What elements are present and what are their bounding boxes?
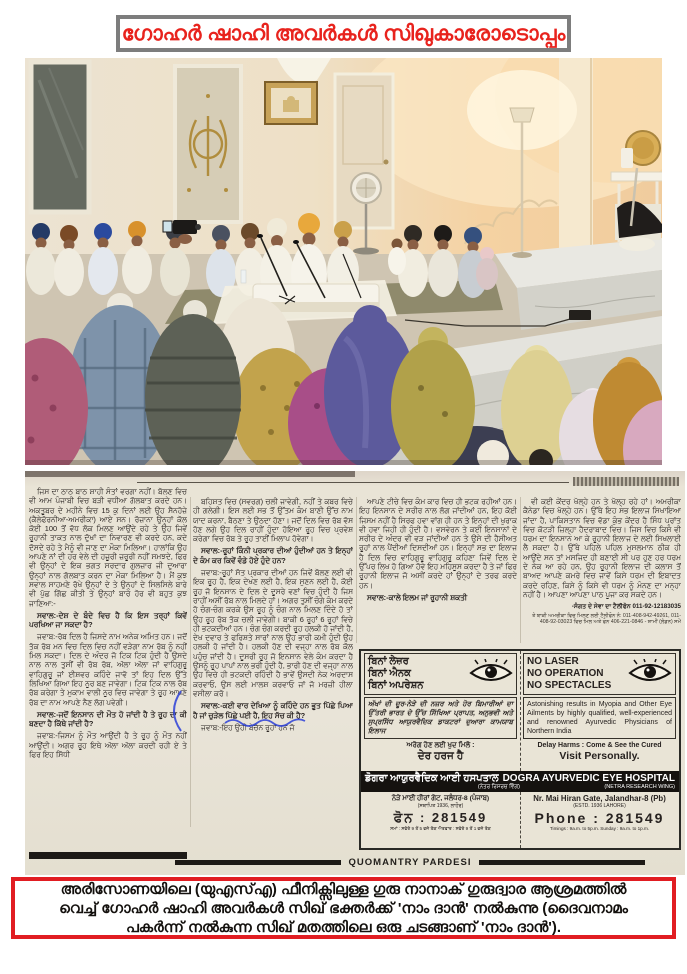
- ad-phone-pa: ਫੋਨ : 281549: [393, 810, 488, 825]
- ad-hospital-name-pa: ਡੋਗਰਾ ਆਯੁਰਵੈਦਿਕ ਆਈ ਹਸਪਤਾਲ: [365, 773, 499, 784]
- article-paragraph: ਵੀ ਕਈ ਕੇਂਦਰ ਖੋਲ੍ਹੇ ਹਨ ਤੇ ਖੋਲ੍ਹ ਰਹੇ ਹਾਂ। ਅਮਰੀਕਾ ਕੈਨੇਡਾ ਵਿਚ ਖੋਲ੍ਹੇ ਹਨ। ਉੱਥੇ ਇਹ ਸਭ ਇਲਾਜ ਸਿਖਾਇਆ ਜਾਂਦਾ ਹੈ, ਪਾਕਿਸਤਾਨ ਵਿਚ ਵੱਡਾ ਕੁੰਭ ਕੇਂਦਰ ਹੈ ਸਿੰਧ ਪ੍ਰਾਂਤ ਵਿਚ ਕੋਟੜੀ ਜ਼ਿਲ੍ਹਾ ਹੈਦਰਾਬਾਦ ਵਿਚ। ਜਿਸ ਵਿਚ ਕਿਸੇ ਵੀ ਧਰਮ ਦਾ ਇਨਸਾਨ ਆ ਕੇ ਰੂਹਾਨੀ ਇਲਾਜ ਦੇ ਲਈ ਸਿਖਲਾਈ ਲੈ ਸਕਦਾ ਹੈ। ਉੱਥੇ ਪਹਿਲੇ ਪਹਿਲ ਮੁਸਲਮਾਨ ਠੀਕ ਹੀ ਆਉਂਦੇ ਸਨ ਤਾਂ ਮਸਜਿਦ ਹੀ ਬਣਾਈ ਸੀ ਪਰ ਹੁਣ ਹਰ ਧਰਮ ਦੇ ਨੇਕ ਆ ਰਹੇ ਹਨ, ਉਹ ਰੂਹਾਨੀ ਇਲਾਜ ਦੀ ਕਲਾਸ ਤੋਂ ਬਾਅਦ ਆਪਣੇ ਕਮਰੇ ਵਿਚ ਜਾਵੇਂ ਕਿਸੇ ਧਰਮ ਦੀ ਇਬਾਦਤ ਕਰਦੇ ਰਹਿਣ, ਕਿਸੇ ਨੂੰ ਕਿਸੇ ਵੀ ਧਰਮ ਨੂੰ ਮੰਨਣ ਦਾ ਮਨ੍ਹਾ ਨਹੀਂ ਹੈ। ਆਪਣਾ ਆਪਣਾ ਪਾਠ ਪੂਜਾ ਕਰ ਸਕਦੇ ਹਨ।: [523, 497, 681, 599]
- column-divider: [520, 497, 521, 643]
- caption-box: [11, 877, 676, 939]
- article-fineprint: ਤੇ ਬਾਕੀ ਅਮਰੀਕਾ ਵਿਚ ਮਿਲਣ ਲਈ ਟੈਲੀਫੋਨ ਨੰ: 011-408-942-49261, 011-408-92-03023 ਵਿਚ ਮਿਲ ਅਤੇ ਫੋਨ 406-221-0846 - ਸ਼ਾਮੀਂ (ਲੰਡਨ) ਸਮੇਂ: [532, 612, 681, 626]
- ad-visit-en-1: Delay Harms : Come & See the Cured: [537, 742, 662, 749]
- header-rule: [137, 482, 569, 483]
- ad-english-side: [520, 651, 679, 771]
- column-divider: [190, 497, 191, 827]
- article-question: ਸਵਾਲ:-ਰੂਹਾਂ ਕਿੰਨੀ ਪ੍ਰਕਾਰ ਦੀਆਂ ਹੁੰਦੀਆਂ ਹਨ ਤੇ ਇਨ੍ਹਾਂ ਦੇ ਕੰਮ ਕਰ ਕਿਵੇਂ ਵੰਡੇ ਹੋਏ ਹੁੰਦੇ ਹਨ?: [193, 546, 353, 565]
- door: [335, 74, 393, 228]
- ad-address-line-pa: ਨੇੜੇ ਮਾਈ ਹੀਰਾਂ ਗੇਟ, ਜਲੰਧਰ-8 (ਪੰਜਾਬ): [391, 795, 490, 802]
- article-paragraph: ਆਪਣੇ ਟੀਚੇ ਵਿਚ ਕੰਮ ਕਾਰ ਵਿਚ ਹੀ ਭਟਕ ਰਹੀਆਂ ਹਨ। ਇਹ ਇਨਸਾਨ ਦੇ ਸਰੀਰ ਨਾਲ ਲੱਗ ਜਾਂਦੀਆਂ ਹਨ, ਇਹ ਕੋਈ ਜਿਸਮ ਨਹੀਂ ਹੈ ਸਿਰਫ ਹਵਾ ਵਾਂਗ ਹੀ ਹਨ ਤੇ ਇਨ੍ਹਾਂ ਦੀ ਖੁਰਾਕ ਵੀ ਹਵਾ ਜਿਹੀ ਹੀ ਹੁੰਦੀ ਹੈ। ਵਸਵੇਰਨ ਤੇ ਕਈ ਇਨਸਾਨਾਂ ਦੇ ਸਰੀਰ ਦੇ ਅੰਦਰ ਵੀ ਵੜ ਜਾਂਦੀਆਂ ਹਨ ਤੇ ਉਸੇ ਦੀ ਹੈਸੀਅਤ ਰੂਹਾਂ ਨਾਲ ਪੈਂਦੀਆਂ ਦਿਸਦੀਆਂ ਹਨ। ਇਨ੍ਹਾਂ ਸਭ ਦਾ ਇਲਾਜ ਹੈ ਦਿਲ ਵਿਚ ਵਾਹਿਗੁਰੂ ਵਾਹਿਗੁਰੂ ਕਹਿਣਾ ਜਿਵੇਂ ਦਿਲ ਦੇ ਉੱਪਰ ਲਿਖ ਹੋ ਗਿਆ ਹੋਵੇ ਇਹ ਮਹਿਸੂਸ ਕਰਦਾ ਹੈ ਤੇ ਜਾਂ ਫਿਰ ਰੂਹਾਨੀ ਇਲਾਜ ਜੋ ਅਸੀਂ ਕਰਦੇ ਹਾਂ ਉਨ੍ਹਾਂ ਦੇ ਤਰਫ ਕਰਦੇ ਹਨ।: [359, 497, 517, 590]
- newspaper-name: QUOMANTRY PARDESI: [348, 857, 472, 868]
- article-question: ਸਵਾਲ:-ਜਦੋਂ ਇਨਸਾਨ ਦੀ ਮੌਤ ਹੋ ਜਾਂਦੀ ਹੈ ਤੇ ਰੂਹ ਦਾ ਕੀ ਬਣਦਾ ਹੈ ਕਿੱਥੇ ਜਾਂਦੀ ਹੈ?: [29, 709, 187, 729]
- article-signature: -ਸੰਗਤ ਦੇ ਸੇਵਾ ਦਾ ਟੈਲੀਫੋਨ 011-92-12183035: [571, 603, 681, 611]
- ad-body-pa: ਅੱਖਾਂ ਦੀ ਦੂਰ-ਨੇੜੇ ਦੀ ਨਜ਼ਰ ਅਤੇ ਹੋਰ ਬਿਮਾਰੀਆਂ ਦਾ ਉੱਤਰੀ ਭਾਰਤ ਦੇ ਉੱਚ ਸਿੱਖਿਆ ਪ੍ਰਾਪਤ, ਅਨੁਭਵੀ ਅਤੇ ਸੁਪ੍ਰਸਿੱਧ ਆਯੁਰਵੈਦਿਕ ਡਾਕਟਰਾਂ ਦੁਆਰਾ ਕਾਮਯਾਬ ਇਲਾਜ: [364, 697, 517, 739]
- ad-headline-pa: ਬਿਨਾਂ ਐਨਕ: [368, 668, 411, 679]
- photo-bottom-shadow: [25, 460, 662, 465]
- ad-headline-en: NO SPECTACLES: [527, 680, 612, 691]
- ad-address-line-en: Nr. Mai Hiran Gate, Jalandhar-8 (Pb): [533, 794, 666, 803]
- article-answer: ਜਵਾਬ:-ਜਿਸਮ ਨੂੰ ਮੌਤ ਆਉਂਦੀ ਹੈ ਤੇ ਰੂਹ ਨੂੰ ਮੌਤ ਨਹੀਂ ਆਉਂਦੀ। ਅਗਰ ਰੂਹ ਇਥੇ ਅੱਲਾ ਅੱਲਾ ਕਰਦੀ ਰਹੀ ਏ ਤੇ ਫਿਰ ਇਹ ਸਿੱਧੀ: [29, 731, 187, 760]
- article-column-1: [29, 487, 187, 851]
- ad-headline-en: NO OPERATION: [527, 668, 604, 679]
- ad-hospital-name-en: DOGRA AYURVEDIC EYE HOSPITAL: [502, 773, 675, 784]
- article-column-4: [523, 497, 681, 647]
- ad-estd-pa: (ਸਥਾਪਿਤ 1936, ਲਾਹੌਰ): [417, 803, 464, 809]
- scan-shadow: [25, 471, 355, 477]
- ad-timings-pa: ਸਮਾਂ : ਸਵੇਰੇ 9 ਤੋਂ 5 ਵਜੇ ਤੱਕ ਐਤਵਾਰ : ਸਵੇਰੇ 9 ਤੋਂ 1 ਵਜੇ ਤੱਕ: [390, 826, 491, 831]
- ad-punjabi-side: [361, 651, 520, 771]
- page-title: ഗോഹർ ഷാഹി അവർകൾ സിഖുകാരോടൊപ്പം: [121, 21, 566, 45]
- eye-icon: [468, 659, 514, 685]
- framed-picture: [265, 82, 317, 124]
- article-question: ਸਵਾਲ:-ਦੇਸ਼ ਦੇ ਬੰਦੇ ਵਿਚ ਹੈ ਕਿ ਇਸ ਤਰ੍ਹਾਂ ਕਿਵੇਂ ਪਰਖਿਆ ਜਾ ਸਕਦਾ ਹੈ?: [29, 610, 187, 630]
- footer-bar: [175, 860, 341, 865]
- ad-divider: [520, 651, 521, 771]
- ad-visit-pa-1: ਅਰੋਗ ਹੋਣ ਲਈ ਖੁਦ ਮਿਲੋ :: [406, 742, 475, 749]
- caption-line: അരിസോണയിലെ (യുഎസ്എ) ഫീനിക്സിലുള്ള ഗുരു നാനാക് ഗുരുദ്വാര ആശ്രമത്തിൽ: [60, 880, 627, 898]
- ad-headline-en: NO LASER: [527, 656, 579, 667]
- header-microtext: [573, 477, 679, 486]
- ad-headline-pa: ਬਿਨਾਂ ਅਪਰੇਸ਼ਨ: [368, 680, 424, 691]
- ad-estd-en: (ESTD. 1936 LAHORE): [573, 803, 626, 809]
- eye-hospital-ad: [359, 649, 681, 850]
- window-left: [31, 62, 89, 212]
- ad-address-en: [520, 792, 679, 848]
- photo-gurdwara-gathering: [25, 58, 662, 465]
- article-answer: ਜਵਾਬ:-ਇਹ ਉਹੀ ਬੇਚੈਨ ਰੂਹਾਂ ਹਨ ਜੋ: [201, 722, 295, 732]
- article-answer: ਜਵਾਬ:-ਰੂਹਾਂ ਸੱਤ ਪ੍ਰਕਾਰ ਦੀਆਂ ਹਨ ਜਿਵੇਂ ਬੋਲਣ ਲਈ ਵੀ ਇਕ ਰੂਹ ਹੈ, ਇਕ ਦੇਖਣ ਲਈ ਹੈ, ਇਕ ਸੁਣਨ ਲਈ ਹੈ, ਕੋਈ ਰੂਹ ਜੋ ਇਨਸਾਨ ਦੇ ਦਿਲ ਦੇ ਦੂਸਰੇ ਵਣਾਂ ਵਿਚ ਹੁੰਦੀ ਹੈ ਜਿਸ ਰਾਹੀਂ ਅਸੀਂ ਰੱਬ ਨਾਲ ਮਿਲਦੇ ਹਾਂ। ਅਗਰ ਤੁਸੀਂ ਚੰਗੇ ਕੰਮ ਕਰਦੇ ਹੋ ਚੰਗ-ਚੰਗ ਕਰਕੇ ਉਸ ਰੂਹ ਨੂੰ ਚੰਗ ਨਾਲ ਮਿਲਣ ਦਿੰਦੇ ਹੋ ਤਾਂ ਉਹ ਰੂਹ ਰੱਬ ਤੱਕ ਚਲੀ ਜਾਵੇਗੀ। ਬਾਕੀ 6 ਰੂਹਾਂ 6 ਰੂਹਾਂ ਵਿਚੇ ਹੀ ਭਟਕਦੀਆਂ ਹਨ। ਚੰਗ ਚੰਗ ਕਰਦੀ ਰੂਹ ਹਲਕੀ ਹੋ ਜਾਂਦੀ ਹੈ, ਦੇਖ ਦਵਾਰ ਤੇ ਫਰਿਸ਼ਤੇ ਸਾਰਾਂ ਨਾਲ ਉਹ ਭਾਰੀ ਕਮੀ ਹੁੰਦੀ ਉਹ ਹਲਕੀ ਹੋ ਜਾਂਦੀ ਹੈ। ਹਲਕੀ ਹੋਣ ਦੀ ਵਜ੍ਹਾ ਨਾਲ ਰੱਬ ਕੋਲ ਪਹੁੰਚ ਜਾਂਦੀ ਹੈ। ਦੂਸਰੀ ਰੂਹ ਜੋ ਇਨਸਾਨ ਵੇਲੇ ਕੰਮ ਕਰਦਾ ਹੈ ਉਸਨੂੰ ਰੂਹ ਪਾਪਾਂ ਨਾਲ ਭਰੀ ਹੁੰਦੀ ਹੈ, ਭਾਰੀ ਹੋਣ ਦੀ ਵਜ੍ਹਾ ਨਾਲ ਉਹ ਵਿਚੇ ਹੀ ਭਟਕਦੀ ਰਹਿੰਦੀ ਹੈ ਭਾਵੇਂ ਉਸਦੀ ਨੇਕ ਅਰਦਾਸ ਕਰਵਾਓ, ਉਸ ਲਈ ਮਾਲਸ਼ ਕਰਵਾਓ ਜਾਂ ਜੋ ਮਰਜ਼ੀ ਹੀਲਾ ਵਸੀਲਾ ਕਰੋ।: [193, 568, 353, 698]
- newspaper-clipping: [25, 471, 685, 875]
- ad-address-pa: [361, 792, 520, 848]
- caption-line: പകർന്ന് നൽകുന്ന സിഖ് മതത്തിലെ ഒരു ചടങ്ങാണ് 'നാം ദാൻ').: [125, 918, 562, 936]
- eye-icon: [627, 659, 673, 685]
- article-column-3: [359, 497, 517, 647]
- ad-hospital-banner: [361, 771, 679, 792]
- article-question: ਸਵਾਲ:-ਕਾਲੇ ਇਲਮ ਜਾਂ ਰੂਹਾਨੀ ਸ਼ਕਤੀ: [367, 592, 468, 602]
- ad-wing-en: (NETRA RESEARCH WING): [604, 784, 675, 790]
- article-question: ਸਵਾਲ:-ਕਈ ਵਾਰ ਦੇਖਿਆ ਨੂੰ ਕਹਿੰਦੇ ਹਨ ਭੂਤ ਪਿੱਛੇ ਪਿਆ ਹੈ ਜਾਂ ਚੁੜੇਲ ਪਿੱਛੇ ਪਈ ਹੈ, ਇਹ ਸੱਚ ਕੀ ਹੈ?: [193, 701, 353, 720]
- caption-line: വെച്ച് ഗോഹർ ഷാഹി അവർകൾ സിഖ് ഭക്തർക്ക് 'നാം ദാൻ' നൽകുന്നു (ദൈവനാമം: [59, 899, 628, 917]
- ad-visit-en-2: Visit Personally.: [559, 750, 640, 762]
- ad-wing-pa: (ਨੇਤਰ ਰਿਸਰਚ ਵਿੰਗ): [477, 784, 520, 790]
- ad-timings-en: Timings : 9a.m. to 5p.m. Sunday : 9a.m. to 1p.m.: [549, 826, 650, 831]
- ad-body-en: Astonishing results in Myopia and Other Eye Ailments by highly qualified, well-experienced and renowned Ayurvedic Physicians of Northern India: [523, 697, 676, 739]
- ad-phone-en: Phone : 281549: [534, 810, 665, 826]
- ad-divider: [520, 792, 521, 848]
- ad-visit-pa-2: ਦੇਰ ਹਰਜ ਹੈ: [417, 750, 464, 762]
- article-paragraph: ਬਹਿਸ਼ਤ ਵਿਚ (ਸਵਰਗ) ਚਲੀ ਜਾਵੇਗੀ, ਨਹੀਂ ਤੇ ਕਬਰ ਵਿਚੇ ਹੀ ਗਲੇਗੀ। ਇਸ ਲਈ ਸਭ ਤੋਂ ਉੱਤਮ ਕੰਮ ਬਾਣੀ ਉੱਚ ਨਾਮ ਯਾਦ ਕਰਨਾ, ਬੈਠਣਾ ਤੇ ਉਠਦਾ ਹੋਣਾ। ਜਦੋਂ ਦਿਲ ਵਿਚ ਰੱਬ ਵੱਸ ਹੋਣ ਲਗੇ ਉਹ ਦਿਲ ਰਾਹੀਂ ਹੁੰਦਾ ਹੋਇਆ ਰੂਹ ਵਿਚ ਪ੍ਰਵੇਸ਼ ਕਰੇਗਾ ਵਿਚ ਰੱਬ ਤੇ ਰੂਹ ਤਾਈਂ ਮਿਲਾਪ ਹੋਵੇਗਾ।: [193, 497, 353, 544]
- article-answer: ਜਵਾਬ:-ਰੱਬ ਦਿਲ ਹੈ ਜਿਸਦੇ ਨਾਮ ਅਨੇਕ ਅਮਿਤ ਹਨ। ਜਦੋਂ ਤੱਕ ਰੱਬ ਮਨ ਵਿਚ ਦਿਲ ਵਿਚ ਨਹੀਂ ਵੜੇਗਾ ਨਾਮ ਰੱਬ ਨੂੰ ਨਹੀਂ ਮਿਲ ਸਕਦਾ। ਦਿਲ ਦੇ ਅੰਦਰ ਜੋ ਟਿਕ ਟਿਕ ਹੁੰਦੀ ਹੈ ਉਸਦੇ ਨਾਲ ਨਾਲ ਤੁਸੀਂ ਵੀ ਰੱਬ ਰੱਬ, ਅੱਲਾ ਅੱਲਾ ਜਾਂ ਵਾਹਿਗੁਰੂ ਵਾਹਿਗੁਰੂ ਜਾਂ ਈਸ਼ਵਰ ਕਹਿੰਦੇ ਜਾਵੋ ਤਾਂ ਇਹ ਦਿਲ ਉੱਤੇ ਲਿਖਿਆ ਗਿਆ ਇਹ ਨੂਰ ਬਣ ਜਾਵੇਗਾ। ਟਿਕ ਟਿਕ ਨਾਲ ਰੱਬ ਰੱਬ ਕਰੇਗਾ ਤੇ ਮੁਕਾਮ ਵਾਲੀ ਨੂਰ ਵਿਚ ਜਾਵੇਗਾ ਤੇ ਰੂਹ ਆਪਣੇ ਰੱਬ ਦਾ ਨਾਮ ਆਪਣੇ ਨੈਣ ਲੱਗ ਪਵੇਗੀ।: [29, 632, 187, 707]
- footer-bar: [479, 860, 645, 865]
- column-divider: [356, 497, 357, 643]
- article-column-2: [193, 497, 353, 853]
- newspaper-footer: [25, 857, 685, 868]
- khanda-etched-glass: [175, 66, 241, 222]
- article-paragraph: ਜਿਸ ਦਾ ਠਾਠ ਬਾਠ ਸ਼ਾਹੀ ਸੰਤਾਂ ਵਰਗਾ ਨਹੀਂ। ਬੋਲਣ ਵਿਚ ਵੀ ਆਮ ਪੰਜਾਬੀ ਵਿਚ ਬੜੀ ਵਧੀਆ ਗੱਲਬਾਤ ਕਰਦੇ ਹਨ। ਅਕਤੂਬਰ ਦੇ ਮਹੀਨੇ ਵਿਚ 15 ਕੁ ਦਿਨਾਂ ਲਈ ਉਹ ਸੈਨਹੋਜ਼ੇ (ਕੈਲੇਫੋਰਨੀਆ-ਅਮਰੀਕਾ) ਆਏ ਸਨ। ਰੋਜ਼ਾਨਾ ਉਨ੍ਹਾਂ ਕੋਲ ਕੋਈ 100 ਤੋਂ ਵੱਧ ਲੋਕ ਮਿਲਣ ਆਉਂਦੇ ਰਹੇ ਤੇ ਉਹ ਜਿਵੇਂ ਰੂਹਾਨੀ ਤਾਕਤ ਨਾਲ ਦੁੱਖਾਂ ਦਾ ਨਿਵਾਰਣ ਵੀ ਕਰਦੇ ਹਨ, ਕਦੇ ਦੱਸਦੇ ਰਹੇ ਤੇ ਮੈਨੂੰ ਵੀ ਜਾਣ ਦਾ ਮੌਕਾ ਮਿਲਿਆ। ਹਾਲਾਂਕਿ ਉਹ ਆਪਣੇ ਨਾਂ ਦੀ ਹਰ ਵੇਲੇ ਦੀ ਹਜ਼ੂਰੀ ਜ਼ਰੂਰੀ ਨਹੀਂ ਸਮਝਦੇ, ਫਿਰ ਵੀ ਉਨ੍ਹਾਂ ਦੇ ਇਕ ਭਗਤ ਸਰਦਾਰ ਗੁਲਜ਼ਾਰ ਜੀ ਦੁਆਰਾ ਉਨ੍ਹਾਂ ਨਾਲ ਗੱਲਬਾਤ ਕਰਨ ਦਾ ਮੌਕਾ ਮਿਲਿਆ ਹੈ। ਮੈਂ ਕੁਝ ਸਵਾਲ ਸਾਹਮਣੇ ਰੱਖੇ ਉਨ੍ਹਾਂ ਦੇ ਤੇ ਉਨ੍ਹਾਂ ਦੇ ਸਿਲਸਿਲੇ ਬਾਰੇ ਵੀ ਪੁੱਛ ਗਿੱਛ ਕੀਤੀ ਤੇ ਉਨ੍ਹਾਂ ਬਾਰੇ ਹੋਰ ਵੀ ਬਹੁਤ ਕੁਝ ਜਾਣਿਆ:-: [29, 487, 187, 608]
- title-banner: [116, 15, 571, 52]
- ad-headline-pa: ਬਿਨਾਂ ਲੇਜ਼ਰ: [368, 656, 409, 667]
